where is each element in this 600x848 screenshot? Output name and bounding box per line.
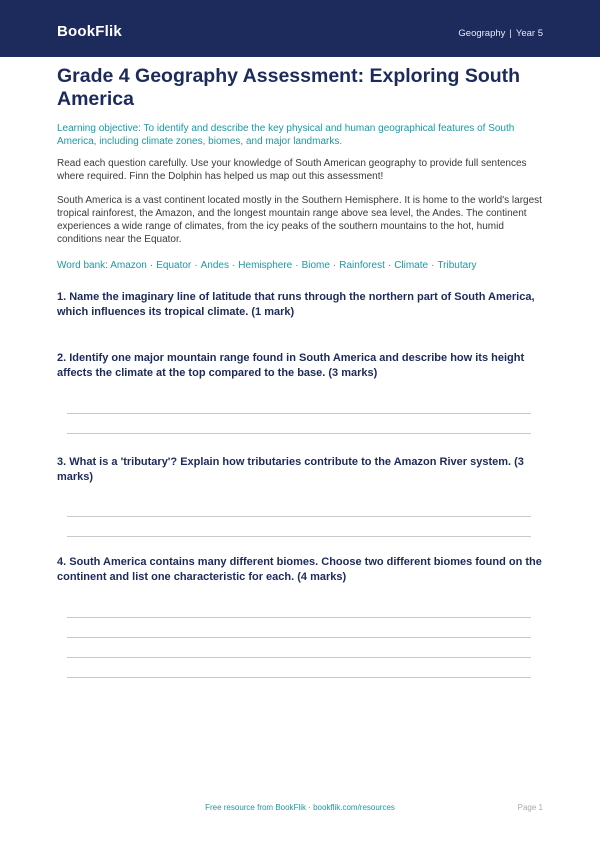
word-bank-item: Climate xyxy=(394,260,429,271)
word-bank-item: Equator xyxy=(156,260,192,271)
word-bank-separator: · xyxy=(149,260,154,271)
header-meta xyxy=(458,28,543,40)
word-bank-separator: · xyxy=(431,260,435,271)
word-bank-item: Hemisphere xyxy=(238,260,293,271)
page-footer xyxy=(0,802,600,814)
answer-line-q4[interactable] xyxy=(67,677,531,678)
page-number: Page 1 xyxy=(517,803,543,812)
word-bank-separator: · xyxy=(295,260,299,271)
answer-line-q4[interactable] xyxy=(67,637,531,638)
meta-separator: | xyxy=(509,28,512,39)
learning-objective: Learning objective: To identify and describe the key physical and human geographical features of South America, including climate zones, biomes, and major landmarks. xyxy=(57,123,515,147)
question-3: 3. What is a 'tributary'? Explain how tributaries contribute to the Amazon River system. (3 marks) xyxy=(57,456,524,483)
word-bank-item: Tributary xyxy=(437,260,477,271)
word-bank-separator: · xyxy=(194,260,198,271)
page-title: Grade 4 Geography Assessment: Exploring South America xyxy=(57,65,521,110)
question-4: 4. South America contains many different biomes. Choose two different biomes found on the continent and list one characteristic for each. (4 marks) xyxy=(57,556,542,583)
answer-line-q4[interactable] xyxy=(67,617,531,618)
brand-logo-text: BookFlik xyxy=(57,23,122,40)
word-bank-item: Amazon xyxy=(110,260,147,271)
word-bank-label: Word bank: xyxy=(57,260,108,271)
question-2: 2. Identify one major mountain range found in South America and describe how its height affects the climate at the top compared to the base. (3 marks) xyxy=(57,352,525,379)
instructions-paragraph: Read each question carefully. Use your knowledge of South American geography to provide full sentences where required. Finn the Dolphin has helped us map out this assessment! xyxy=(57,158,527,182)
answer-line-q2[interactable] xyxy=(67,433,531,434)
word-bank xyxy=(57,259,543,272)
word-bank-item: Andes xyxy=(200,260,229,271)
answer-line-q2[interactable] xyxy=(67,413,531,414)
subject-label: Geography xyxy=(458,28,506,39)
answer-line-q4[interactable] xyxy=(67,657,531,658)
word-bank-separator: · xyxy=(231,260,236,271)
answer-line-q3[interactable] xyxy=(67,536,531,537)
answer-line-q3[interactable] xyxy=(67,516,531,517)
word-bank-separator: · xyxy=(387,260,392,271)
year-label: Year 5 xyxy=(515,28,543,39)
page-header xyxy=(0,0,600,57)
intro-paragraph: South America is a vast continent located mostly in the Southern Hemisphere. It is home to the world's largest tropical rainforest, the Amazon, and the longest mountain range above sea level, the Andes. The continent experiences a wide range of climates, from the icy peaks of the southern mountains to the hot, humid conditions near the Equator. xyxy=(57,195,542,245)
question-1: 1. Name the imaginary line of latitude that runs through the northern part of South America, which influences its tropical climate. (1 mark) xyxy=(57,291,535,318)
word-bank-separator: · xyxy=(332,260,337,271)
footer-resource-link[interactable]: Free resource from BookFlik · bookflik.com/resources xyxy=(205,803,395,812)
word-bank-item: Rainforest xyxy=(339,260,385,271)
word-bank-item: Biome xyxy=(301,260,330,271)
